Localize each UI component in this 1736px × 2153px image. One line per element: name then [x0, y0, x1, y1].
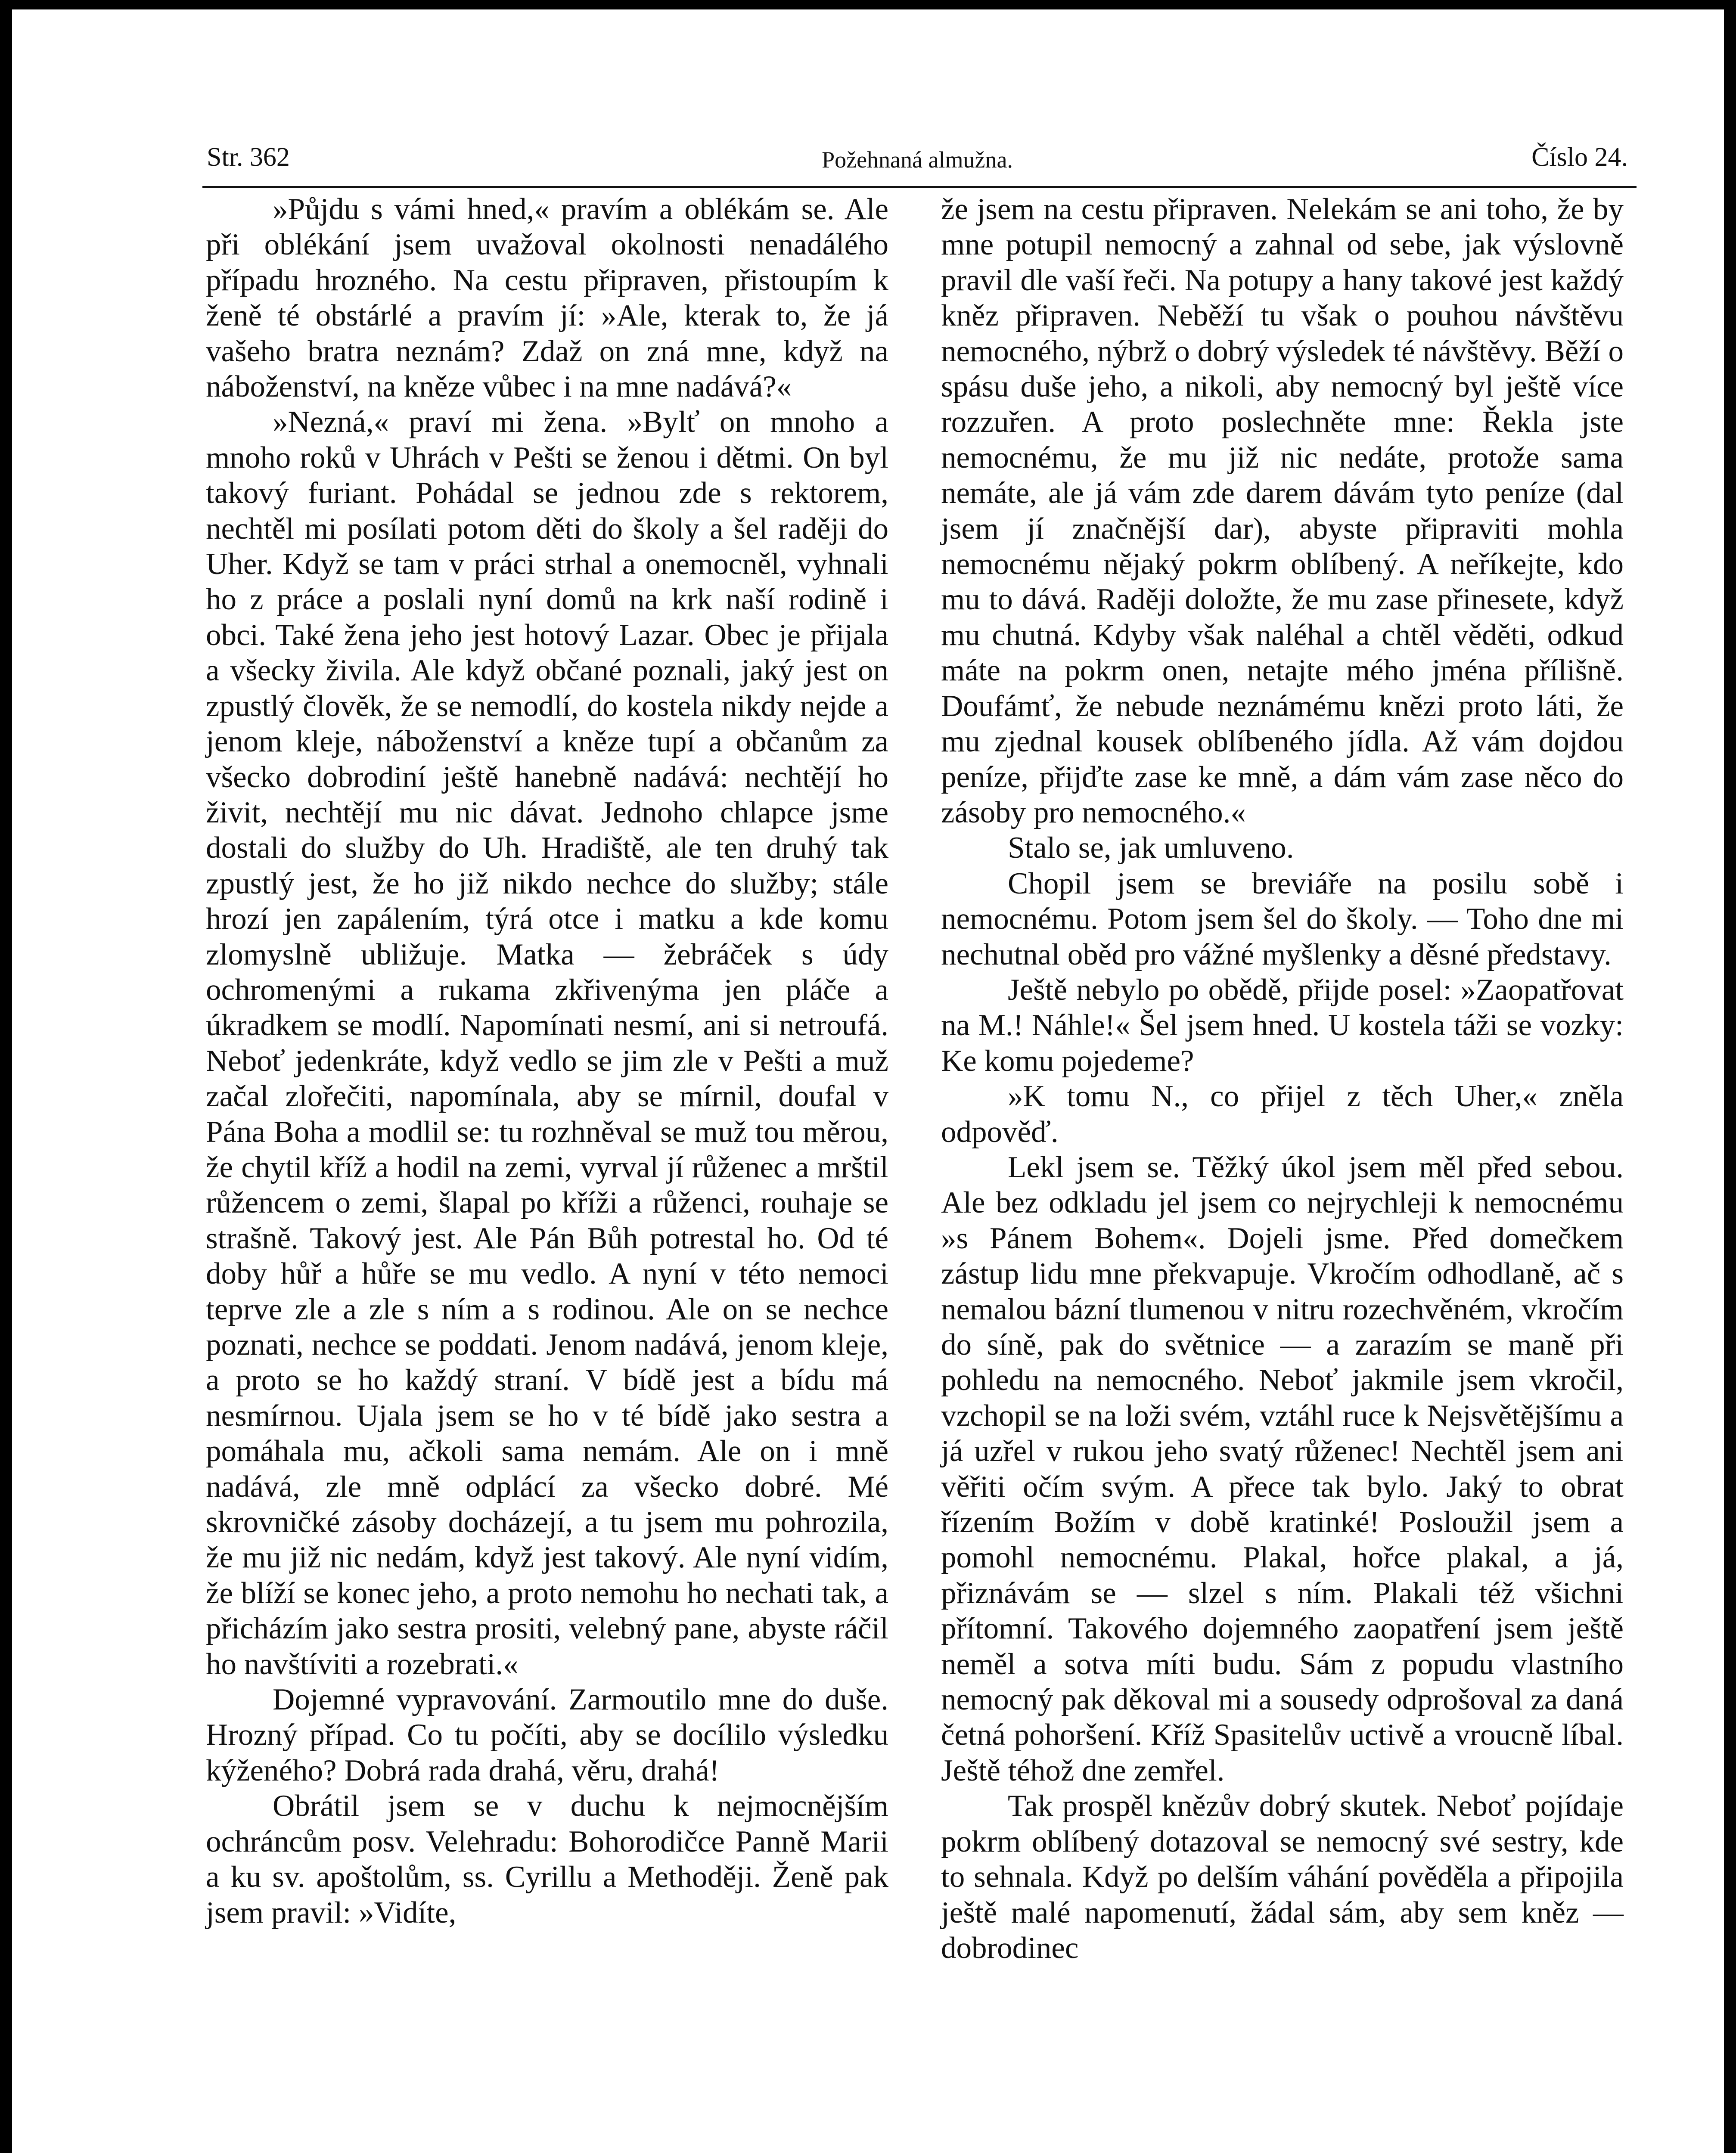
running-title: Požehnaná almužna.	[822, 147, 1013, 173]
paragraph: že jsem na cestu připraven. Nelekám se ani toho, že by mne potupil nemocný a zahnal od sebe, jak výslovně pravil dle vaší řeči. Na potupy a hany takové jest každý kněz připraven. Neběží tu však o pouhou návštěvu nemocného, nýbrž o dobrý výsledek té návštěvy. Běží o spásu duše jeho, a nikoli, aby nemocný byl ještě více rozzuřen. A proto poslechněte mne: Řekla jste nemocnému, že mu již nic nedáte, protože sama nemáte, ale já vám zde darem dávám tyto peníze (dal jsem jí značnější dar), abyste připraviti mohla nemocnému nějaký pokrm oblíbený. A neříkejte, kdo mu to dává. Raději doložte, že mu zase přinesete, když mu chutná. Kdyby však naléhal a chtěl věděti, odkud máte na pokrm onen, netajte mého jména přílišně. Doufámť, že nebude neznámému knězi proto láti, že mu zjednal kousek oblíbeného jídla. Až vám dojdou peníze, přijďte zase ke mně, a dám vám zase něco do zásoby pro nemocného.«	[941, 192, 1624, 829]
paragraph: Tak prospěl knězův dobrý skutek. Neboť pojídaje pokrm oblíbený dotazoval se nemocný své sestry, kde to sehnala. Když po delším váhání pověděla a připojila ještě malé napomenutí, žádal sám, aby sem kněz — dobrodinec	[941, 1789, 1624, 1965]
paragraph: »Půjdu s vámi hned,« pravím a oblékám se. Ale při oblékání jsem uvažoval okolnosti nenadálého případu hrozného. Na cestu připraven, přistoupím k ženě té obstárlé a pravím jí: »Ale, kterak to, že já vašeho bratra neznám? Zdaž on zná mne, když na náboženství, na kněze vůbec i na mne nadává?«	[206, 192, 888, 404]
left-column	[206, 192, 888, 2153]
page-number: Str. 362	[207, 143, 290, 172]
paragraph: Obrátil jsem se v duchu k nejmocnějším ochráncům posv. Velehradu: Bohorodičce Panně Marii a ku sv. apoštolům, ss. Cyrillu a Methoději. Ženě pak jsem pravil: »Vidíte,	[206, 1789, 888, 1930]
paragraph: Lekl jsem se. Těžký úkol jsem měl před sebou. Ale bez odkladu jel jsem co nejrychleji k nemocnému »s Pánem Bohem«. Dojeli jsme. Před domečkem zástup lidu mne překvapuje. Vkročím odhodlaně, ač s nemalou bázní tlumenou v nitru rozechvěném, vkročím do síně, pak do světnice — a zarazím se maně při pohledu na nemocného. Neboť jakmile jsem vkročil, vzchopil se na loži svém, vztáhl ruce k Nejsvětějšímu a já uzřel v rukou jeho svatý růženec! Nechtěl jsem ani věřiti očím svým. A přece tak bylo. Jaký to obrat řízením Božím v době kratinké! Posloužil jsem a pomohl nemocnému. Plakal, hořce plakal, a já, přiznávám se — slzel s ním. Plakali též všichni přítomní. Takového dojemného zaopatření jsem ještě neměl a sotva míti budu. Sám z popudu vlastního nemocný pak děkoval mi a sousedy odprošoval za daná četná pohoršení. Kříž Spasitelův uctivě a vroucně líbal. Ještě téhož dne zemřel.	[941, 1150, 1624, 1787]
paragraph: Ještě nebylo po obědě, přijde posel: »Zaopatřovat na M.! Náhle!« Šel jsem hned. U kostela táži se vozky: Ke komu pojedeme?	[941, 973, 1624, 1078]
paragraph: Dojemné vypravování. Zarmoutilo mne do duše. Hrozný případ. Co tu počíti, aby se docílilo výsledku kýženého? Dobrá rada drahá, věru, drahá!	[206, 1683, 888, 1787]
header-rule	[202, 186, 1637, 188]
paragraph: Stalo se, jak umluveno.	[1008, 831, 1294, 865]
paragraph: »Nezná,« praví mi žena. »Bylť on mnoho a mnoho roků v Uhrách v Pešti se ženou i dětmi. On byl takový furiant. Pohádal se jednou zde s rektorem, nechtěl mi posílati potom děti do školy a šel raději do Uher. Když se tam v práci strhal a onemocněl, vyhnali ho z práce a poslali nyní domů na krk naší rodině i obci. Také žena jeho jest hotový Lazar. Obec je přijala a všecky živila. Ale když občané poznali, jaký jest on zpustlý člověk, že se nemodlí, do kostela nikdy nejde a jenom kleje, náboženství a kněze tupí a občanům za všecko dobrodiní ještě hanebně nadává: nechtějí ho živit, nechtějí mu nic dávat. Jednoho chlapce jsme dostali do služby do Uh. Hradiště, ale ten druhý tak zpustlý jest, že ho již nikdo nechce do služby; stále hrozí jen zapálením, týrá otce i matku a kde komu zlomyslně ubližuje. Matka — žebráček s údy ochromenými a rukama zkřivenýma jen pláče a úkradkem se modlí. Napomínati nesmí, ani si netroufá. Neboť jedenkráte, když vedlo se jim zle v Pešti a muž začal zlořečiti, napomínala, aby se mírnil, doufal v Pána Boha a modlil se: tu rozhněval se muž tou měrou, že chytil kříž a hodil na zemi, vyrval jí růženec a mrštil růžencem o zemi, šlapal po kříži a růženci, rouhaje se strašně. Takový jest. Ale Pán Bůh potrestal ho. Od té doby hůř a hůře se mu vedlo. A nyní v této nemoci teprve zle a zle s ním a s rodinou. Ale on se nechce poznati, nechce se poddati. Jenom nadává, jenom kleje, a proto se ho každý straní. V bídě jest a bídu má nesmírnou. Ujala jsem se ho v té bídě jako sestra a pomáhala mu, ačkoli sama nemám. Ale on i mně nadává, zle mně odplácí za všecko dobré. Mé skrovničké zásoby docházejí, a tu jsem mu pohrozila, že mu již nic nedám, když jest takový. Ale nyní vidím, že blíží se konec jeho, a proto nemohu ho nechati tak, a přicházím jako sestra prositi, velebný pane, abyste ráčil ho navštíviti a rozebrati.«	[206, 405, 888, 1681]
paragraph: Chopil jsem se breviáře na posilu sobě i nemocnému. Potom jsem šel do školy. — Toho dne mi nechutnal oběd pro vážné myšlenky a děsné představy.	[941, 866, 1624, 971]
issue-number: Číslo 24.	[1531, 143, 1628, 172]
right-column	[941, 192, 1624, 2153]
paragraph: »K tomu N., co přijel z těch Uher,« zněla odpověď.	[941, 1080, 1624, 1149]
